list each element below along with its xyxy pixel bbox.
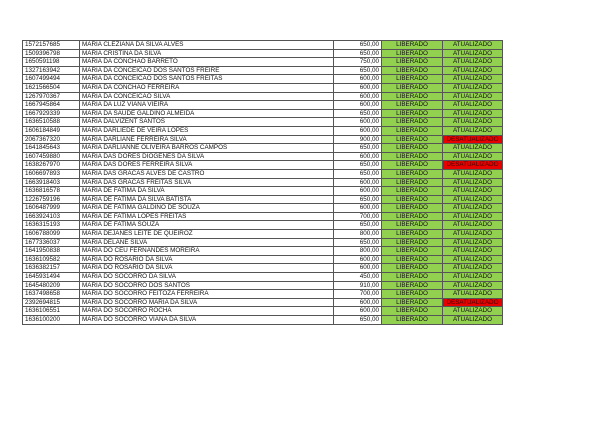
amount-cell[interactable]: 700,00 bbox=[334, 212, 382, 221]
update-status-cell[interactable]: ATUALIZADO bbox=[443, 195, 503, 204]
table-row[interactable] bbox=[23, 161, 503, 170]
table-row[interactable] bbox=[23, 49, 503, 58]
release-status-cell[interactable]: LIBERADO bbox=[382, 290, 443, 299]
beneficiary-name-cell[interactable]: MARIA DALVIZENT SANTOS bbox=[80, 118, 334, 127]
table-row[interactable] bbox=[23, 298, 503, 307]
update-status-cell[interactable]: ATUALIZADO bbox=[443, 126, 503, 135]
record-id-cell[interactable]: 1636109582 bbox=[23, 255, 80, 264]
amount-cell[interactable]: 600,00 bbox=[334, 92, 382, 101]
beneficiary-name-cell[interactable]: MARIA DO SOCORRO DA SILVA bbox=[80, 273, 334, 282]
amount-cell[interactable]: 650,00 bbox=[334, 195, 382, 204]
amount-cell[interactable]: 650,00 bbox=[334, 41, 382, 50]
beneficiary-name-cell[interactable]: MARIA DARLIEDE DE VEIRA LOPES bbox=[80, 126, 334, 135]
spreadsheet-table bbox=[22, 40, 503, 325]
release-status-cell[interactable]: LIBERADO bbox=[382, 281, 443, 290]
release-status-cell[interactable]: LIBERADO bbox=[382, 58, 443, 67]
table-row[interactable] bbox=[23, 204, 503, 213]
release-status-cell[interactable]: LIBERADO bbox=[382, 298, 443, 307]
record-id-cell[interactable]: 1638267970 bbox=[23, 161, 80, 170]
record-id-cell[interactable]: 1607459880 bbox=[23, 152, 80, 161]
update-status-cell[interactable]: ATUALIZADO bbox=[443, 264, 503, 273]
release-status-cell[interactable]: LIBERADO bbox=[382, 41, 443, 50]
update-status-cell[interactable]: ATUALIZADO bbox=[443, 290, 503, 299]
table-row[interactable] bbox=[23, 238, 503, 247]
beneficiary-name-cell[interactable]: MARIA DE FATIMA LOPES FREITAS bbox=[80, 212, 334, 221]
update-status-cell[interactable]: ATUALIZADO bbox=[443, 212, 503, 221]
beneficiary-name-cell[interactable]: MARIA DELANE SILVA bbox=[80, 238, 334, 247]
amount-cell[interactable]: 600,00 bbox=[334, 152, 382, 161]
amount-cell[interactable]: 600,00 bbox=[334, 187, 382, 196]
record-id-cell[interactable]: 1636106551 bbox=[23, 307, 80, 316]
update-status-cell[interactable]: ATUALIZADO bbox=[443, 316, 503, 325]
amount-cell[interactable]: 600,00 bbox=[334, 255, 382, 264]
table-row[interactable] bbox=[23, 307, 503, 316]
update-status-cell[interactable]: ATUALIZADO bbox=[443, 41, 503, 50]
beneficiary-name-cell[interactable]: MARIA DAS DORES FERREIRA SILVA bbox=[80, 161, 334, 170]
amount-cell[interactable]: 600,00 bbox=[334, 264, 382, 273]
table-row[interactable] bbox=[23, 264, 503, 273]
amount-cell[interactable]: 600,00 bbox=[334, 83, 382, 92]
record-id-cell[interactable]: 1621566504 bbox=[23, 83, 80, 92]
amount-cell[interactable]: 650,00 bbox=[334, 66, 382, 75]
table-row[interactable] bbox=[23, 247, 503, 256]
amount-cell[interactable]: 700,00 bbox=[334, 290, 382, 299]
release-status-cell[interactable]: LIBERADO bbox=[382, 75, 443, 84]
update-status-cell[interactable]: ATUALIZADO bbox=[443, 109, 503, 118]
beneficiary-name-cell[interactable]: MARIA DAS GRACAS FREITAS SILVA bbox=[80, 178, 334, 187]
release-status-cell[interactable]: LIBERADO bbox=[382, 144, 443, 153]
record-id-cell[interactable]: 1650591198 bbox=[23, 58, 80, 67]
table-row[interactable] bbox=[23, 92, 503, 101]
record-id-cell[interactable]: 1267970367 bbox=[23, 92, 80, 101]
table-row[interactable] bbox=[23, 109, 503, 118]
release-status-cell[interactable]: LIBERADO bbox=[382, 273, 443, 282]
release-status-cell[interactable]: LIBERADO bbox=[382, 178, 443, 187]
beneficiary-name-cell[interactable]: MARIA DA CONCEICAO DOS SANTOS FREIRE bbox=[80, 66, 334, 75]
record-id-cell[interactable]: 2067367320 bbox=[23, 135, 80, 144]
beneficiary-name-cell[interactable]: MARIA DO ROSARIO DA SILVA bbox=[80, 264, 334, 273]
table-row[interactable] bbox=[23, 221, 503, 230]
record-id-cell[interactable]: 1327163942 bbox=[23, 66, 80, 75]
beneficiary-name-cell[interactable]: MARIA DA CONCHAO FERREIRA bbox=[80, 83, 334, 92]
table-row[interactable] bbox=[23, 75, 503, 84]
amount-cell[interactable]: 600,00 bbox=[334, 101, 382, 110]
record-id-cell[interactable]: 1572157685 bbox=[23, 41, 80, 50]
record-id-cell[interactable]: 1509396798 bbox=[23, 49, 80, 58]
update-status-cell[interactable]: ATUALIZADO bbox=[443, 66, 503, 75]
table-row[interactable] bbox=[23, 212, 503, 221]
table-row[interactable] bbox=[23, 281, 503, 290]
update-status-cell[interactable]: ATUALIZADO bbox=[443, 247, 503, 256]
record-id-cell[interactable]: 2392694815 bbox=[23, 298, 80, 307]
beneficiary-name-cell[interactable]: MARIA DARLIANNE OLIVEIRA BARROS CAMPOS bbox=[80, 144, 334, 153]
release-status-cell[interactable]: LIBERADO bbox=[382, 255, 443, 264]
release-status-cell[interactable]: LIBERADO bbox=[382, 101, 443, 110]
update-status-cell[interactable]: ATUALIZADO bbox=[443, 83, 503, 92]
beneficiary-name-cell[interactable]: MARIA DO SOCORRO FEITOZA FERREIRA bbox=[80, 290, 334, 299]
amount-cell[interactable]: 600,00 bbox=[334, 118, 382, 127]
update-status-cell[interactable]: DESATUALIZADO bbox=[443, 298, 503, 307]
release-status-cell[interactable]: LIBERADO bbox=[382, 204, 443, 213]
record-id-cell[interactable]: 1645931494 bbox=[23, 273, 80, 282]
record-id-cell[interactable]: 1637498658 bbox=[23, 290, 80, 299]
update-status-cell[interactable]: DESATUALIZADO bbox=[443, 161, 503, 170]
record-id-cell[interactable]: 1667929339 bbox=[23, 109, 80, 118]
amount-cell[interactable]: 650,00 bbox=[334, 169, 382, 178]
record-id-cell[interactable]: 1641845643 bbox=[23, 144, 80, 153]
update-status-cell[interactable]: ATUALIZADO bbox=[443, 204, 503, 213]
record-id-cell[interactable]: 1607499494 bbox=[23, 75, 80, 84]
amount-cell[interactable]: 650,00 bbox=[334, 109, 382, 118]
amount-cell[interactable]: 600,00 bbox=[334, 178, 382, 187]
table-row[interactable] bbox=[23, 273, 503, 282]
table-row[interactable] bbox=[23, 230, 503, 239]
update-status-cell[interactable]: ATUALIZADO bbox=[443, 273, 503, 282]
beneficiary-name-cell[interactable]: MARIA DO ROSARIO DA SILVA bbox=[80, 255, 334, 264]
table-row[interactable] bbox=[23, 41, 503, 50]
update-status-cell[interactable]: ATUALIZADO bbox=[443, 58, 503, 67]
update-status-cell[interactable]: ATUALIZADO bbox=[443, 221, 503, 230]
release-status-cell[interactable]: LIBERADO bbox=[382, 316, 443, 325]
amount-cell[interactable]: 650,00 bbox=[334, 161, 382, 170]
table-row[interactable] bbox=[23, 66, 503, 75]
release-status-cell[interactable]: LIBERADO bbox=[382, 66, 443, 75]
beneficiary-name-cell[interactable]: MARIA DARLIANE FERREIRA SILVA bbox=[80, 135, 334, 144]
amount-cell[interactable]: 650,00 bbox=[334, 49, 382, 58]
beneficiary-name-cell[interactable]: MARIA DE FATIMA SOUZA bbox=[80, 221, 334, 230]
release-status-cell[interactable]: LIBERADO bbox=[382, 187, 443, 196]
beneficiary-name-cell[interactable]: MARIA DA CONCEICAO SILVA bbox=[80, 92, 334, 101]
amount-cell[interactable]: 800,00 bbox=[334, 247, 382, 256]
update-status-cell[interactable]: DESATUALIZADO bbox=[443, 135, 503, 144]
release-status-cell[interactable]: LIBERADO bbox=[382, 230, 443, 239]
amount-cell[interactable]: 900,00 bbox=[334, 135, 382, 144]
beneficiary-name-cell[interactable]: MARIA DE FATIMA DA SILVA bbox=[80, 187, 334, 196]
release-status-cell[interactable]: LIBERADO bbox=[382, 109, 443, 118]
release-status-cell[interactable]: LIBERADO bbox=[382, 161, 443, 170]
table-row[interactable] bbox=[23, 152, 503, 161]
update-status-cell[interactable]: ATUALIZADO bbox=[443, 255, 503, 264]
update-status-cell[interactable]: ATUALIZADO bbox=[443, 101, 503, 110]
table-row[interactable] bbox=[23, 178, 503, 187]
release-status-cell[interactable]: LIBERADO bbox=[382, 83, 443, 92]
release-status-cell[interactable]: LIBERADO bbox=[382, 221, 443, 230]
record-id-cell[interactable]: 1226759196 bbox=[23, 195, 80, 204]
update-status-cell[interactable]: ATUALIZADO bbox=[443, 92, 503, 101]
beneficiary-name-cell[interactable]: MARIA DO SOCORRO ROCHA bbox=[80, 307, 334, 316]
release-status-cell[interactable]: LIBERADO bbox=[382, 118, 443, 127]
record-id-cell[interactable]: 1663924103 bbox=[23, 212, 80, 221]
table-row[interactable] bbox=[23, 58, 503, 67]
record-id-cell[interactable]: 1636100200 bbox=[23, 316, 80, 325]
update-status-cell[interactable]: ATUALIZADO bbox=[443, 187, 503, 196]
table-row[interactable] bbox=[23, 135, 503, 144]
amount-cell[interactable]: 910,00 bbox=[334, 281, 382, 290]
amount-cell[interactable]: 650,00 bbox=[334, 316, 382, 325]
record-id-cell[interactable]: 1606184849 bbox=[23, 126, 80, 135]
amount-cell[interactable]: 650,00 bbox=[334, 238, 382, 247]
record-id-cell[interactable]: 1636382157 bbox=[23, 264, 80, 273]
beneficiary-name-cell[interactable]: MARIA DA LUZ VIANA VIEIRA bbox=[80, 101, 334, 110]
record-id-cell[interactable]: 1606487999 bbox=[23, 204, 80, 213]
update-status-cell[interactable]: ATUALIZADO bbox=[443, 75, 503, 84]
update-status-cell[interactable]: ATUALIZADO bbox=[443, 178, 503, 187]
amount-cell[interactable]: 800,00 bbox=[334, 230, 382, 239]
table-row[interactable] bbox=[23, 118, 503, 127]
table-row[interactable] bbox=[23, 195, 503, 204]
beneficiary-name-cell[interactable]: MARIA DO SOCORRO DOS SANTOS bbox=[80, 281, 334, 290]
amount-cell[interactable]: 450,00 bbox=[334, 273, 382, 282]
amount-cell[interactable]: 600,00 bbox=[334, 204, 382, 213]
record-id-cell[interactable]: 1636816578 bbox=[23, 187, 80, 196]
amount-cell[interactable]: 750,00 bbox=[334, 58, 382, 67]
table-row[interactable] bbox=[23, 187, 503, 196]
release-status-cell[interactable]: LIBERADO bbox=[382, 307, 443, 316]
record-id-cell[interactable]: 1645480209 bbox=[23, 281, 80, 290]
beneficiary-name-cell[interactable]: MARIA DAS DORES DIOGENES DA SILVA bbox=[80, 152, 334, 161]
beneficiary-name-cell[interactable]: MARIA DO CEU FERNANDES MOREIRA bbox=[80, 247, 334, 256]
amount-cell[interactable]: 650,00 bbox=[334, 221, 382, 230]
beneficiary-name-cell[interactable]: MARIA DA SAUDE GALDINO ALMEIDA bbox=[80, 109, 334, 118]
release-status-cell[interactable]: LIBERADO bbox=[382, 195, 443, 204]
beneficiary-name-cell[interactable]: MARIA CRISTINA DA SILVA bbox=[80, 49, 334, 58]
update-status-cell[interactable]: ATUALIZADO bbox=[443, 307, 503, 316]
update-status-cell[interactable]: ATUALIZADO bbox=[443, 144, 503, 153]
record-id-cell[interactable]: 1606697893 bbox=[23, 169, 80, 178]
release-status-cell[interactable]: LIBERADO bbox=[382, 126, 443, 135]
record-id-cell[interactable]: 1636510588 bbox=[23, 118, 80, 127]
record-id-cell[interactable]: 1641950838 bbox=[23, 247, 80, 256]
beneficiary-name-cell[interactable]: MARIA DE FATIMA GALDINO DE SOUZA bbox=[80, 204, 334, 213]
amount-cell[interactable]: 600,00 bbox=[334, 126, 382, 135]
release-status-cell[interactable]: LIBERADO bbox=[382, 135, 443, 144]
table-row[interactable] bbox=[23, 126, 503, 135]
table-row[interactable] bbox=[23, 83, 503, 92]
release-status-cell[interactable]: LIBERADO bbox=[382, 247, 443, 256]
beneficiary-name-cell[interactable]: MARIA CLEZIANA DA SILVA ALVES bbox=[80, 41, 334, 50]
beneficiary-name-cell[interactable]: MARIA DO SOCORRO VIANA DA SILVA bbox=[80, 316, 334, 325]
release-status-cell[interactable]: LIBERADO bbox=[382, 169, 443, 178]
release-status-cell[interactable]: LIBERADO bbox=[382, 152, 443, 161]
update-status-cell[interactable]: ATUALIZADO bbox=[443, 152, 503, 161]
beneficiary-name-cell[interactable]: MARIA DEJANES LEITE DE QUEIROZ bbox=[80, 230, 334, 239]
update-status-cell[interactable]: ATUALIZADO bbox=[443, 49, 503, 58]
table-row[interactable] bbox=[23, 169, 503, 178]
update-status-cell[interactable]: ATUALIZADO bbox=[443, 169, 503, 178]
release-status-cell[interactable]: LIBERADO bbox=[382, 264, 443, 273]
record-id-cell[interactable]: 1667945864 bbox=[23, 101, 80, 110]
table-row[interactable] bbox=[23, 255, 503, 264]
record-id-cell[interactable]: 1663918403 bbox=[23, 178, 80, 187]
amount-cell[interactable]: 600,00 bbox=[334, 75, 382, 84]
amount-cell[interactable]: 650,00 bbox=[334, 144, 382, 153]
beneficiary-name-cell[interactable]: MARIA DAS GRACAS ALVES DE CASTRO bbox=[80, 169, 334, 178]
table-row[interactable] bbox=[23, 101, 503, 110]
record-id-cell[interactable]: 1606788099 bbox=[23, 230, 80, 239]
update-status-cell[interactable]: ATUALIZADO bbox=[443, 118, 503, 127]
beneficiary-name-cell[interactable]: MARIA DA CONCEICAO DOS SANTOS FREITAS bbox=[80, 75, 334, 84]
update-status-cell[interactable]: ATUALIZADO bbox=[443, 281, 503, 290]
amount-cell[interactable]: 600,00 bbox=[334, 298, 382, 307]
table-row[interactable] bbox=[23, 144, 503, 153]
release-status-cell[interactable]: LIBERADO bbox=[382, 92, 443, 101]
table-row[interactable] bbox=[23, 290, 503, 299]
record-id-cell[interactable]: 1677336037 bbox=[23, 238, 80, 247]
release-status-cell[interactable]: LIBERADO bbox=[382, 49, 443, 58]
beneficiary-name-cell[interactable]: MARIA DE FATIMA DA SILVA BATISTA bbox=[80, 195, 334, 204]
record-id-cell[interactable]: 1636315193 bbox=[23, 221, 80, 230]
beneficiary-name-cell[interactable]: MARIA DO SOCORRO MARIA DA SILVA bbox=[80, 298, 334, 307]
update-status-cell[interactable]: ATUALIZADO bbox=[443, 230, 503, 239]
beneficiary-name-cell[interactable]: MARIA DA CONCHAO BARRETO bbox=[80, 58, 334, 67]
table-body bbox=[23, 41, 503, 325]
release-status-cell[interactable]: LIBERADO bbox=[382, 238, 443, 247]
update-status-cell[interactable]: ATUALIZADO bbox=[443, 238, 503, 247]
release-status-cell[interactable]: LIBERADO bbox=[382, 212, 443, 221]
table-row[interactable] bbox=[23, 316, 503, 325]
amount-cell[interactable]: 600,00 bbox=[334, 307, 382, 316]
